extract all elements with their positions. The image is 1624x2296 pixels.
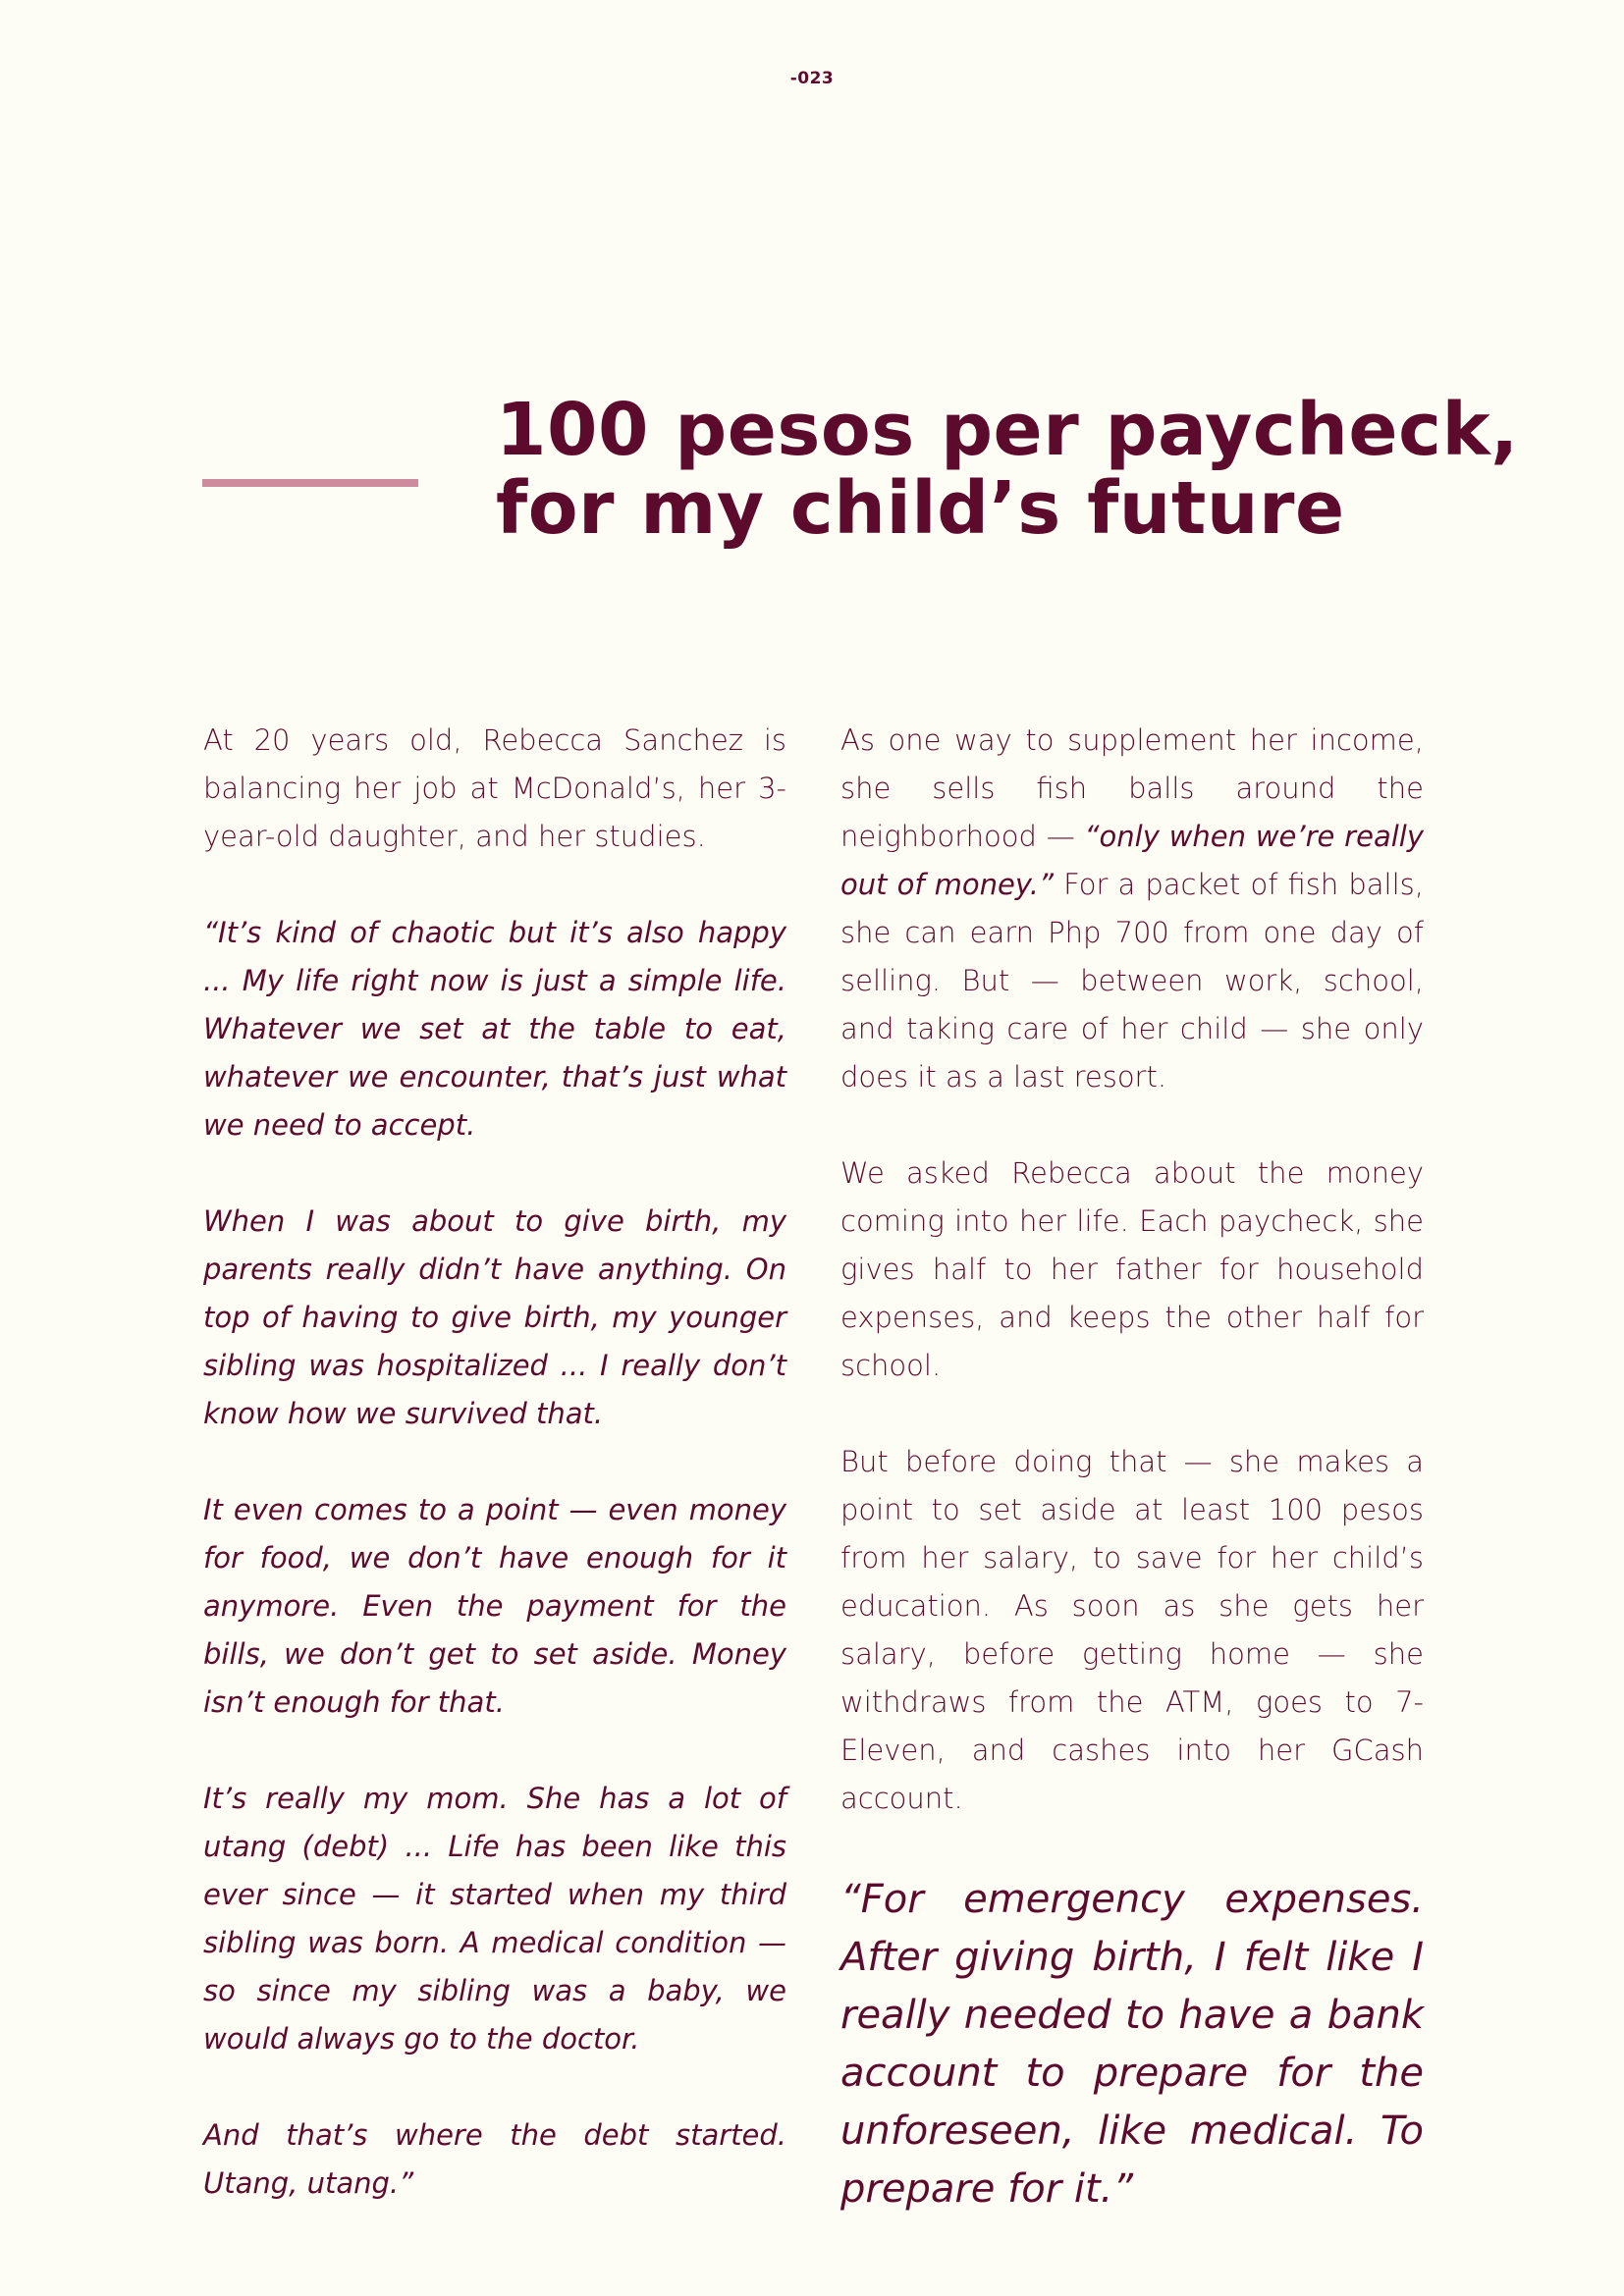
left-column bbox=[203, 717, 786, 2256]
article-title-line-1: 100 pesos per paycheck, bbox=[496, 388, 1519, 472]
income-paragraph-quote: “only when we’re really out of money.” bbox=[840, 820, 1424, 901]
title-accent-rule bbox=[202, 479, 418, 487]
intro-paragraph: At 20 years old, Rebecca Sanchez is balancing her job at McDonald’s, her 3-year-old daughter, and her studies. bbox=[203, 723, 786, 853]
pull-quote: “For emergency expenses. After giving birth, I felt like I really needed to have a bank account to prepare for the unforeseen, like medical. To prepare for it.” bbox=[840, 1877, 1424, 2212]
savings-paragraph: But before doing that — she makes a point to set aside at least 100 pesos from her salary, to save for her child’s education. As soon as she gets her salary, before getting home — she withdraws from the ATM, goes to 7-Eleven, and cashes into her GCash account. bbox=[840, 1445, 1424, 1815]
income-paragraph-end: For a packet of fish balls, she can earn Php 700 from one day of selling. But — between work, school, and taking care of her child — she only does it as a last resort. bbox=[840, 868, 1424, 1094]
income-paragraph-start: As one way to supplement her income, she sells fish balls around the neighborhood — bbox=[840, 723, 1424, 853]
article-title-line-2: for my child’s future bbox=[496, 466, 1345, 551]
article-title bbox=[496, 388, 1519, 551]
quote-paragraph-4: It’s really my mom. She has a lot of utang (debt) ... Life has been like this ever since — it started when my third sibling was born. A medical condition — so since my sibling was a baby, we would always go to the doctor. bbox=[203, 1782, 786, 2056]
quote-paragraph-5: And that’s where the debt started. Utang, utang.” bbox=[203, 2118, 786, 2200]
page-number: -023 bbox=[789, 69, 835, 88]
right-column bbox=[840, 717, 1424, 2267]
quote-paragraph-3: It even comes to a point — even money for food, we don’t have enough for it anymore. Even the payment for the bills, we don’t get to set aside. Money isn’t enough for that. bbox=[203, 1493, 786, 1719]
paycheck-paragraph: We asked Rebecca about the money coming into her life. Each paycheck, she gives half to her father for household expenses, and keeps the other half for school. bbox=[840, 1156, 1424, 1382]
income-paragraph bbox=[840, 717, 1424, 1101]
quote-paragraph-1: “It’s kind of chaotic but it’s also happy ... My life right now is just a simple life. Whatever we set at the table to eat, whatever we encounter, that’s just what we need to accept. bbox=[203, 916, 786, 1142]
quote-paragraph-2: When I was about to give birth, my parents really didn’t have anything. On top of having to give birth, my younger sibling was hospitalized ... I really don’t know how we survived that. bbox=[203, 1204, 786, 1430]
